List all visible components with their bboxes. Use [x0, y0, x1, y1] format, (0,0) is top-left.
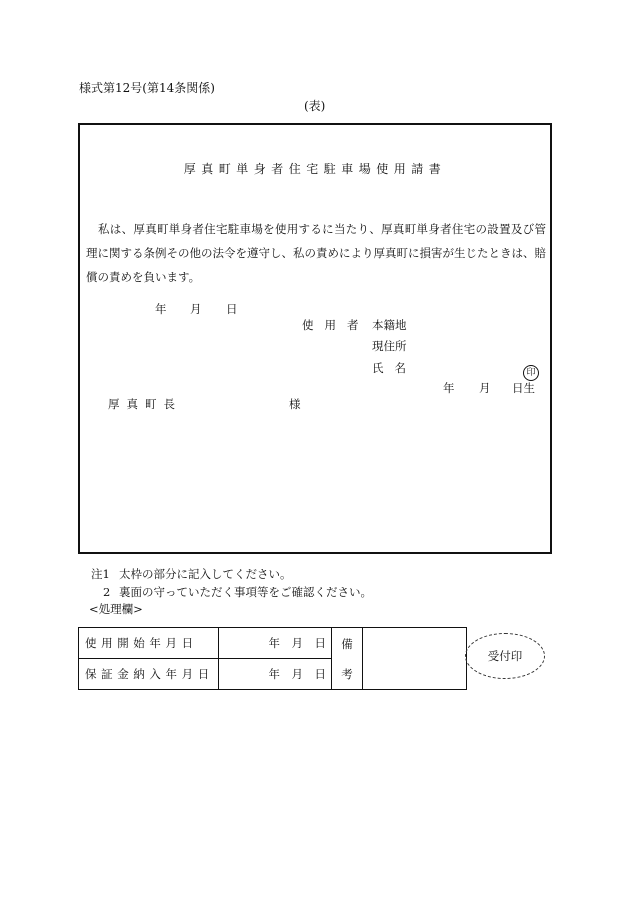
table-row: [79, 628, 467, 659]
date-day: 日: [226, 302, 238, 316]
front-side-label: (表): [304, 99, 326, 113]
birth-month: 月: [479, 381, 491, 395]
remarks-label-line2: 考: [341, 666, 353, 681]
pledge-text: 私は、厚真町単身者住宅駐車場を使用するに当たり、厚真町単身者住宅の設置及び管理に関する条例その他の法令を遵守し、私の責めにより厚真町に損害が生じたときは、賠償の責めを負います。: [86, 222, 546, 284]
remarks-field: [363, 628, 467, 690]
birth-day: 日生: [512, 381, 535, 395]
seal-icon: [523, 360, 539, 381]
processing-heading: <処理欄>: [89, 602, 143, 616]
reception-stamp-label: 受付印: [487, 649, 523, 663]
application-form-box: [78, 123, 552, 554]
remarks-label-line1: 備: [341, 636, 353, 651]
deposit-date-field: 年 月 日: [219, 659, 332, 690]
address-label: 現住所: [372, 339, 407, 353]
honorific: 様: [289, 397, 301, 411]
note1-prefix: 注1: [91, 567, 110, 581]
processing-table: [78, 627, 467, 690]
form-number-label: 様式第12号(第14条関係): [79, 81, 215, 95]
reception-stamp-area: [465, 633, 545, 679]
date-month: 月: [190, 302, 202, 316]
birth-year: 年: [443, 381, 455, 395]
start-date-label: 使用開始年月日: [79, 628, 219, 659]
document-title: 厚真町単身者住宅駐車場使用請書: [183, 162, 447, 176]
user-label: 使用者: [302, 318, 370, 332]
note1-text: 太枠の部分に記入してください。: [119, 567, 292, 581]
note2-prefix: 2: [103, 585, 111, 599]
name-label: 氏名: [372, 361, 417, 375]
remarks-label: [332, 628, 363, 690]
start-date-field: 年 月 日: [219, 628, 332, 659]
honseki-label: 本籍地: [372, 318, 407, 332]
note2-text: 裏面の守っていただく事項等をご確認ください。: [119, 585, 372, 599]
seal-mark: 印: [523, 365, 539, 381]
deposit-date-label: 保証金納入年月日: [79, 659, 219, 690]
addressee: 厚真町長: [108, 397, 182, 411]
date-year: 年: [155, 302, 167, 316]
